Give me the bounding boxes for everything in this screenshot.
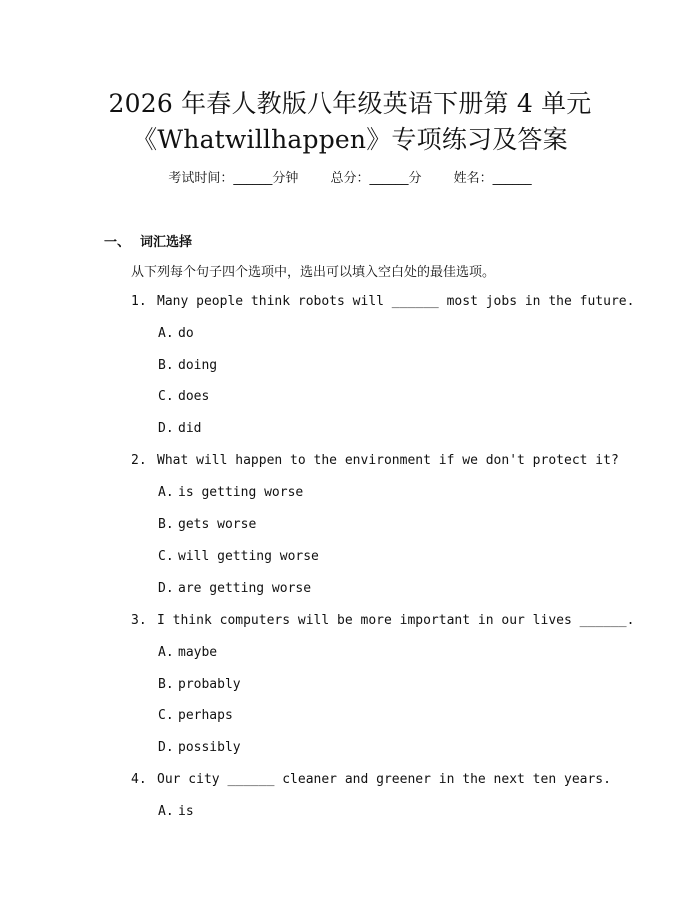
option [158, 485, 303, 500]
total-score: 总分：______分 [330, 171, 422, 186]
option [158, 645, 217, 660]
exam-info [0, 167, 700, 186]
question-text: I think computers will be more important in our lives ______. [157, 613, 635, 628]
option-text: doing [178, 358, 218, 373]
section-instruction: 从下列每个句子四个选项中，选出可以填入空白处的最佳选项。 [131, 265, 496, 280]
option-text: will getting worse [178, 549, 319, 564]
option-text: maybe [178, 645, 218, 660]
option-text: perhaps [178, 708, 233, 723]
option [158, 740, 241, 755]
question-4 [131, 772, 611, 787]
option-letter: A. [158, 326, 174, 341]
option-text: gets worse [178, 517, 257, 532]
section-number: 一、 [104, 235, 131, 250]
option-letter: C. [158, 389, 174, 404]
option-text: are getting worse [178, 581, 312, 596]
question-1 [131, 294, 634, 309]
option-letter: D. [158, 421, 174, 436]
option [158, 326, 194, 341]
question-number: 2. [131, 453, 147, 468]
student-name: 姓名：______ [453, 171, 532, 186]
option-letter: B. [158, 358, 174, 373]
section-title: 词汇选择 [140, 235, 193, 250]
option [158, 549, 319, 564]
option [158, 421, 201, 436]
option [158, 358, 217, 373]
option-letter: D. [158, 581, 174, 596]
option-text: does [178, 389, 210, 404]
question-text: Many people think robots will ______ most jobs in the future. [157, 294, 635, 309]
option-text: is [178, 804, 194, 819]
question-text: What will happen to the environment if we don't protect it? [157, 453, 619, 468]
option [158, 677, 241, 692]
option [158, 581, 311, 596]
option [158, 708, 233, 723]
option-letter: B. [158, 677, 174, 692]
question-number: 3. [131, 613, 147, 628]
option [158, 389, 209, 404]
option-letter: B. [158, 517, 174, 532]
option [158, 804, 194, 819]
option-letter: C. [158, 708, 174, 723]
option-letter: A. [158, 804, 174, 819]
question-number: 1. [131, 294, 147, 309]
option-letter: D. [158, 740, 174, 755]
option-letter: A. [158, 645, 174, 660]
option-text: do [178, 326, 194, 341]
exam-time: 考试时间：______分钟 [168, 171, 299, 186]
option [158, 517, 256, 532]
option-text: probably [178, 677, 241, 692]
option-text: did [178, 421, 202, 436]
document-title-line2: 《Whatwillhappen》专项练习及答案 [132, 125, 568, 154]
question-3 [131, 613, 634, 628]
question-text: Our city ______ cleaner and greener in the next ten years. [157, 772, 611, 787]
question-2 [131, 453, 619, 468]
document-title-line1: 2026 年春人教版八年级英语下册第 4 单元 [108, 89, 592, 118]
option-text: is getting worse [178, 485, 304, 500]
option-letter: C. [158, 549, 174, 564]
option-text: possibly [178, 740, 241, 755]
section-heading [104, 231, 192, 250]
question-number: 4. [131, 772, 147, 787]
option-letter: A. [158, 485, 174, 500]
